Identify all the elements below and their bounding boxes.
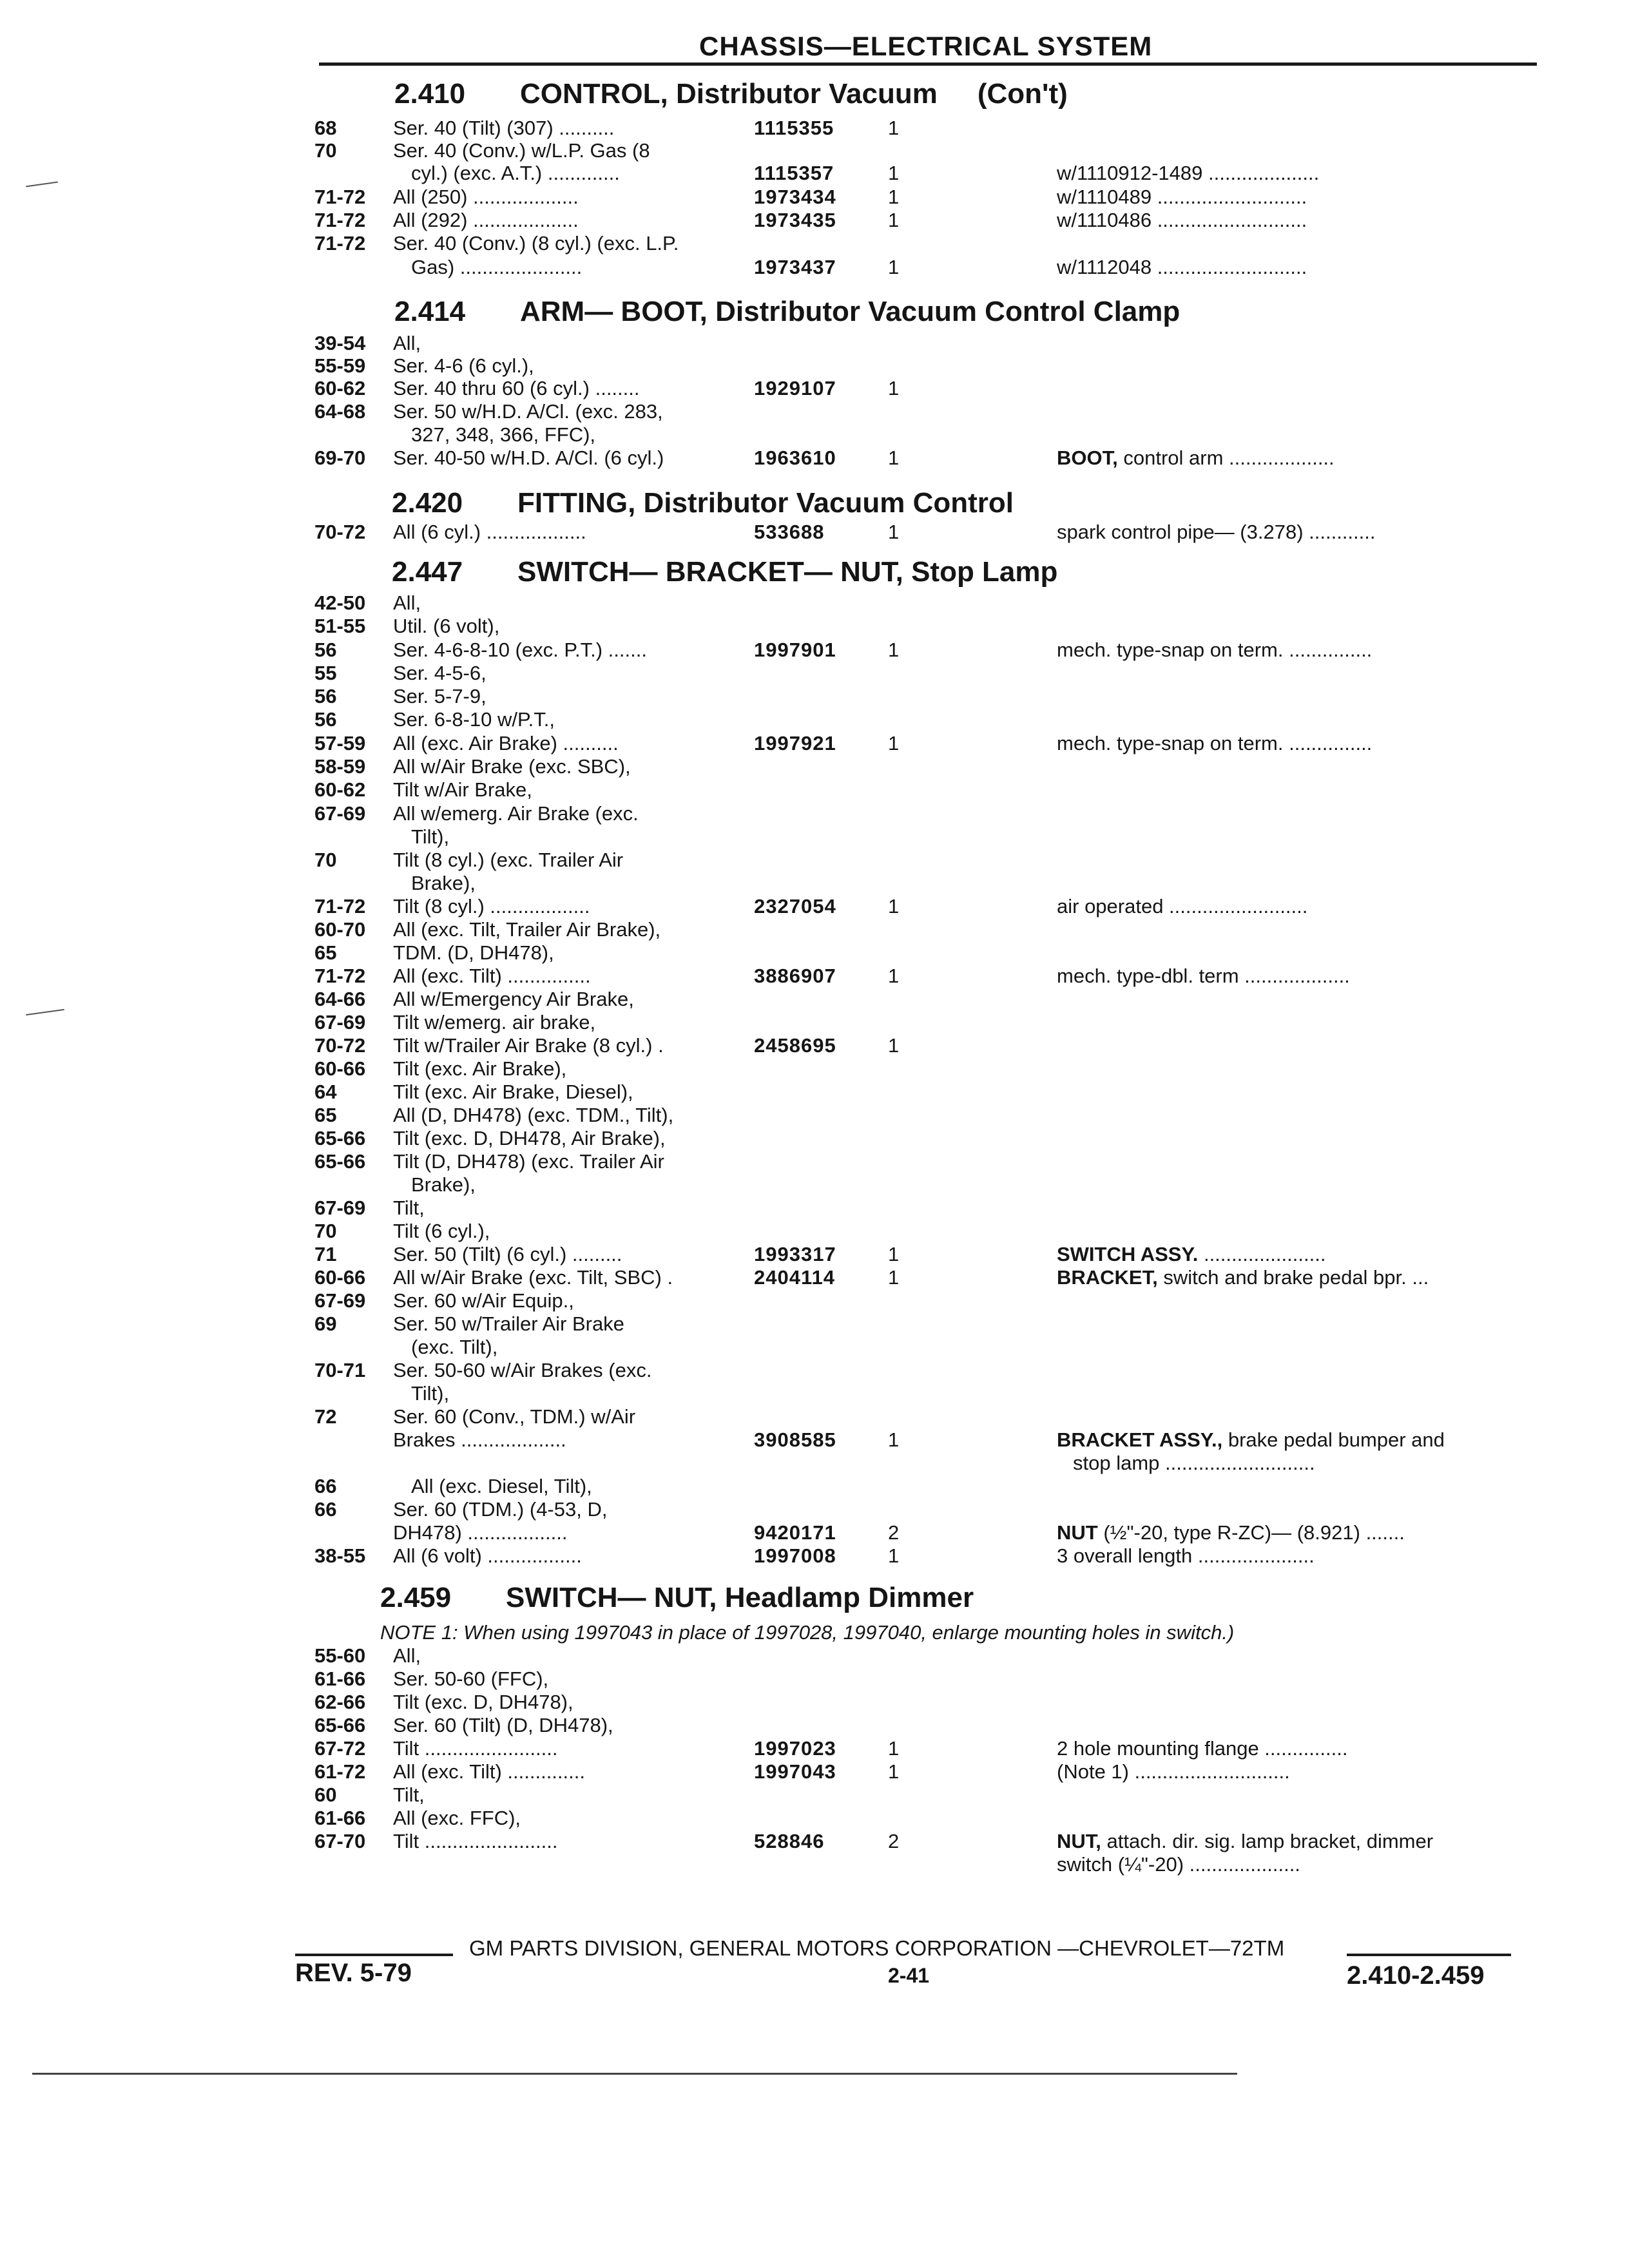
remarks-text: w/1110489 ........................... xyxy=(1057,186,1307,208)
part-number: 2327054 xyxy=(754,895,836,918)
application-description: All w/Air Brake (exc. SBC), xyxy=(393,755,631,778)
application-description: Ser. 50 (Tilt) (6 cyl.) ......... xyxy=(393,1243,622,1265)
table-row xyxy=(0,377,1629,400)
model-years: 71-72 xyxy=(314,965,366,987)
model-years: 39-54 xyxy=(314,332,366,354)
table-row xyxy=(0,918,1629,941)
part-number: 533688 xyxy=(754,521,825,543)
application-description: Brakes ................... xyxy=(393,1428,566,1451)
model-years: 70 xyxy=(314,849,337,871)
model-years: 51-55 xyxy=(314,615,366,637)
application-description: Ser. 40 (Tilt) (307) .......... xyxy=(393,117,615,139)
table-row xyxy=(0,423,1629,447)
application-description: Tilt (6 cyl.), xyxy=(393,1220,490,1242)
application-description: All (exc. Tilt) ............... xyxy=(393,965,591,987)
application-description: Ser. 60 (Conv., TDM.) w/Air xyxy=(393,1405,636,1428)
model-years: 70 xyxy=(314,139,337,162)
table-row xyxy=(0,965,1629,988)
application-description: 327, 348, 366, FFC), xyxy=(411,423,596,446)
application-description: Tilt (8 cyl.) (exc. Trailer Air xyxy=(393,849,624,871)
remarks xyxy=(1057,162,1319,185)
footer-rule-left xyxy=(295,1954,453,1956)
application-description: Ser. 60 (TDM.) (4-53, D, xyxy=(393,1498,608,1521)
application-description: Tilt w/emerg. air brake, xyxy=(393,1011,596,1033)
table-row xyxy=(0,1737,1629,1760)
model-years: 60-70 xyxy=(314,918,366,941)
remarks xyxy=(1057,186,1307,209)
application-description: Ser. 50-60 w/Air Brakes (exc. xyxy=(393,1359,652,1381)
application-description: Tilt (exc. Air Brake, Diesel), xyxy=(393,1081,633,1103)
remarks xyxy=(1057,965,1350,988)
part-number: 3886907 xyxy=(754,965,836,987)
part-number: 1973435 xyxy=(754,209,836,231)
remarks xyxy=(1057,1243,1325,1266)
table-row xyxy=(0,732,1629,755)
application-description: All, xyxy=(393,591,421,614)
model-years: 67-69 xyxy=(314,1289,366,1312)
scan-edge-line xyxy=(32,2073,1237,2075)
remarks-keyword: NUT xyxy=(1057,1521,1098,1544)
table-row xyxy=(0,1475,1629,1498)
table-row xyxy=(0,1853,1629,1876)
remarks-text: control arm ................... xyxy=(1123,447,1335,469)
remarks xyxy=(1057,1266,1429,1289)
remarks-text: w/1110912-1489 .................... xyxy=(1057,162,1320,184)
remarks xyxy=(1057,639,1372,662)
application-description: Util. (6 volt), xyxy=(393,615,500,637)
application-description: Ser. 5-7-9, xyxy=(393,685,487,707)
application-description: All w/Emergency Air Brake, xyxy=(393,988,634,1010)
remarks-keyword: NUT, xyxy=(1057,1830,1101,1852)
model-years: 71-72 xyxy=(314,209,366,231)
model-years: 69-70 xyxy=(314,447,366,469)
remarks xyxy=(1057,521,1376,544)
model-years: 71-72 xyxy=(314,895,366,918)
remarks-text: mech. type-snap on term. ............... xyxy=(1057,732,1373,754)
table-row xyxy=(0,778,1629,802)
page-range: 2.410-2.459 xyxy=(1347,1961,1485,1990)
table-row xyxy=(0,521,1629,544)
section-title: SWITCH— BRACKET— NUT, Stop Lamp xyxy=(517,556,1058,588)
section-continued: (Con't) xyxy=(977,78,1068,110)
table-row xyxy=(0,186,1629,209)
section-2-410 xyxy=(394,78,1068,110)
quantity: 1 xyxy=(888,1544,900,1567)
application-description: All (exc. Air Brake) .......... xyxy=(393,732,619,754)
model-years: 62-66 xyxy=(314,1691,366,1713)
application-description: Ser. 4-6 (6 cyl.), xyxy=(393,354,534,377)
application-description: All, xyxy=(393,1644,421,1667)
quantity: 1 xyxy=(888,1737,900,1760)
table-row xyxy=(0,1336,1629,1359)
remarks xyxy=(1057,732,1372,755)
application-description: Tilt w/Trailer Air Brake (8 cyl.) . xyxy=(393,1034,664,1057)
remarks xyxy=(1057,1830,1433,1853)
application-description: (exc. Tilt), xyxy=(411,1336,498,1358)
table-row xyxy=(0,825,1629,849)
part-number: 1973437 xyxy=(754,256,836,278)
application-description: Gas) ...................... xyxy=(411,256,583,278)
remarks-text: w/1110486 ........................... xyxy=(1057,209,1307,231)
model-years: 69 xyxy=(314,1312,337,1335)
remarks-text: stop lamp ........................... xyxy=(1073,1452,1315,1474)
quantity: 1 xyxy=(888,117,900,139)
table-row xyxy=(0,1428,1629,1452)
application-description: All (D, DH478) (exc. TDM., Tilt), xyxy=(393,1104,674,1126)
remarks-text: w/1112048 ........................... xyxy=(1057,256,1307,278)
table-row xyxy=(0,872,1629,895)
model-years: 38-55 xyxy=(314,1544,366,1567)
table-row xyxy=(0,755,1629,778)
model-years: 55-60 xyxy=(314,1644,366,1667)
model-years: 65 xyxy=(314,941,337,964)
application-description: Tilt (exc. Air Brake), xyxy=(393,1057,567,1080)
application-description: All (292) ................... xyxy=(393,209,579,231)
quantity: 1 xyxy=(888,256,900,278)
table-row xyxy=(0,662,1629,685)
application-description: Ser. 50-60 (FFC), xyxy=(393,1667,549,1690)
header-rule xyxy=(319,62,1537,66)
table-row xyxy=(0,209,1629,232)
application-description: All (6 cyl.) .................. xyxy=(393,521,586,543)
remarks-text: brake pedal bumper and xyxy=(1228,1428,1445,1451)
remarks xyxy=(1057,256,1307,279)
table-row xyxy=(0,117,1629,140)
model-years: 70 xyxy=(314,1220,337,1242)
section-number: 2.459 xyxy=(380,1582,452,1613)
application-description: Tilt (exc. D, DH478, Air Brake), xyxy=(393,1127,666,1149)
quantity: 1 xyxy=(888,965,900,987)
remarks xyxy=(1057,209,1307,232)
table-row xyxy=(0,1243,1629,1266)
table-row xyxy=(0,639,1629,662)
remarks-text: switch and brake pedal bpr. ... xyxy=(1163,1266,1429,1289)
part-number: 1963610 xyxy=(754,447,836,469)
table-row xyxy=(0,685,1629,708)
model-years: 61-66 xyxy=(314,1807,366,1829)
table-row xyxy=(0,849,1629,872)
quantity: 1 xyxy=(888,1243,900,1265)
application-description: All w/emerg. Air Brake (exc. xyxy=(393,802,639,825)
model-years: 61-72 xyxy=(314,1760,366,1783)
quantity: 1 xyxy=(888,1034,900,1057)
remarks-text: mech. type-dbl. term ................... xyxy=(1057,965,1350,987)
part-number: 1115357 xyxy=(754,162,834,184)
part-number: 3908585 xyxy=(754,1428,836,1451)
model-years: 65-66 xyxy=(314,1150,366,1173)
application-description: Tilt (8 cyl.) .................. xyxy=(393,895,590,918)
table-row xyxy=(0,1289,1629,1312)
model-years: 56 xyxy=(314,639,337,661)
table-row xyxy=(0,1150,1629,1173)
table-row xyxy=(0,162,1629,185)
quantity: 1 xyxy=(888,1428,900,1451)
remarks-text: 2 hole mounting flange ............... xyxy=(1057,1737,1348,1760)
quantity: 1 xyxy=(888,377,900,399)
remarks xyxy=(1057,1760,1290,1783)
remarks-text: mech. type-snap on term. ............... xyxy=(1057,639,1373,661)
section-number: 2.447 xyxy=(392,556,463,588)
table-row xyxy=(0,1544,1629,1568)
application-description: Tilt (D, DH478) (exc. Trailer Air xyxy=(393,1150,664,1173)
remarks-text: (Note 1) ............................ xyxy=(1057,1760,1290,1783)
page-header: CHASSIS—ELECTRICAL SYSTEM xyxy=(699,31,1153,61)
part-number: 2458695 xyxy=(754,1034,836,1057)
table-row xyxy=(0,591,1629,615)
application-description: Tilt), xyxy=(411,825,450,848)
table-row xyxy=(0,1382,1629,1405)
application-description: Ser. 40 (Conv.) (8 cyl.) (exc. L.P. xyxy=(393,232,679,255)
table-row xyxy=(0,1667,1629,1691)
part-number: 1997921 xyxy=(754,732,836,754)
table-row xyxy=(0,1034,1629,1057)
table-row xyxy=(0,1405,1629,1428)
application-description: Tilt ........................ xyxy=(393,1737,558,1760)
model-years: 55-59 xyxy=(314,354,366,377)
model-years: 66 xyxy=(314,1498,337,1521)
remarks-text: spark control pipe— (3.278) ............ xyxy=(1057,521,1376,543)
model-years: 64 xyxy=(314,1081,337,1103)
table-row xyxy=(0,1452,1629,1475)
quantity: 1 xyxy=(888,186,900,208)
model-years: 67-69 xyxy=(314,1196,366,1219)
table-row xyxy=(0,1081,1629,1104)
remarks-text: ...................... xyxy=(1203,1243,1326,1265)
table-row xyxy=(0,895,1629,918)
table-row xyxy=(0,708,1629,731)
application-description: Ser. 40-50 w/H.D. A/Cl. (6 cyl.) xyxy=(393,447,664,469)
remarks-keyword: SWITCH ASSY. xyxy=(1057,1243,1199,1265)
remarks-text: attach. dir. sig. lamp bracket, dimmer xyxy=(1106,1830,1434,1852)
quantity: 1 xyxy=(888,1760,900,1783)
note-1: NOTE 1: When using 1997043 in place of 1997028, 1997040, enlarge mounting holes in switch.) xyxy=(380,1621,1235,1644)
table-row xyxy=(0,332,1629,355)
remarks-text: switch (¼"-20) .................... xyxy=(1057,1853,1300,1876)
quantity: 1 xyxy=(888,1266,900,1289)
table-row xyxy=(0,1807,1629,1830)
model-years: 67-70 xyxy=(314,1830,366,1852)
model-years: 60 xyxy=(314,1783,337,1806)
table-row xyxy=(0,1173,1629,1196)
table-row xyxy=(0,1196,1629,1220)
model-years: 56 xyxy=(314,685,337,707)
table-row xyxy=(0,941,1629,965)
quantity: 2 xyxy=(888,1830,900,1852)
remarks xyxy=(1057,895,1307,918)
application-description: Ser. 60 (Tilt) (D, DH478), xyxy=(393,1714,613,1736)
application-description: All (exc. Diesel, Tilt), xyxy=(411,1475,592,1497)
table-row xyxy=(0,1783,1629,1807)
application-description: Brake), xyxy=(411,1173,476,1196)
table-row xyxy=(0,1220,1629,1243)
remarks-keyword: BOOT, xyxy=(1057,447,1118,469)
table-row xyxy=(0,256,1629,279)
part-number: 1997008 xyxy=(754,1544,836,1567)
remarks xyxy=(1057,1521,1405,1544)
application-description: Tilt (exc. D, DH478), xyxy=(393,1691,574,1713)
table-row xyxy=(0,1691,1629,1714)
model-years: 70-72 xyxy=(314,1034,366,1057)
quantity: 1 xyxy=(888,895,900,918)
section-title: CONTROL, Distributor Vacuum xyxy=(520,78,938,110)
table-row xyxy=(0,1714,1629,1737)
remarks-text: air operated ......................... xyxy=(1057,895,1308,918)
table-row xyxy=(0,1760,1629,1783)
part-number: 1997901 xyxy=(754,639,836,661)
application-description: All w/Air Brake (exc. Tilt, SBC) . xyxy=(393,1266,673,1289)
application-description: All (exc. FFC), xyxy=(393,1807,521,1829)
part-number: 1997043 xyxy=(754,1760,836,1783)
model-years: 68 xyxy=(314,117,337,139)
application-description: All (6 volt) ................. xyxy=(393,1544,582,1567)
model-years: 71 xyxy=(314,1243,337,1265)
model-years: 57-59 xyxy=(314,732,366,754)
model-years: 60-62 xyxy=(314,778,366,801)
application-description: All (250) ................... xyxy=(393,186,579,208)
remarks xyxy=(1057,1544,1315,1568)
model-years: 60-62 xyxy=(314,377,366,399)
application-description: Ser. 4-5-6, xyxy=(393,662,487,684)
section-title: ARM— BOOT, Distributor Vacuum Control Clamp xyxy=(520,296,1181,327)
application-description: All, xyxy=(393,332,421,354)
model-years: 42-50 xyxy=(314,591,366,614)
quantity: 1 xyxy=(888,209,900,231)
table-row xyxy=(0,1266,1629,1289)
application-description: TDM. (D, DH478), xyxy=(393,941,554,964)
section-2-414 xyxy=(394,296,1180,328)
model-years: 72 xyxy=(314,1405,337,1428)
application-description: All (exc. Tilt, Trailer Air Brake), xyxy=(393,918,661,941)
model-years: 65-66 xyxy=(314,1127,366,1149)
application-description: Ser. 60 w/Air Equip., xyxy=(393,1289,574,1312)
table-row xyxy=(0,1521,1629,1544)
model-years: 56 xyxy=(314,708,337,731)
table-row xyxy=(0,1359,1629,1382)
model-years: 71-72 xyxy=(314,232,366,255)
footer-rule-right xyxy=(1347,1954,1511,1956)
application-description: Ser. 40 thru 60 (6 cyl.) ........ xyxy=(393,377,640,399)
table-row xyxy=(0,1830,1629,1853)
model-years: 70-71 xyxy=(314,1359,366,1381)
table-row xyxy=(0,1498,1629,1521)
table-row xyxy=(0,1127,1629,1150)
model-years: 65 xyxy=(314,1104,337,1126)
table-row xyxy=(0,232,1629,255)
footer-corporation: GM PARTS DIVISION, GENERAL MOTORS CORPORATION —CHEVROLET—72TM xyxy=(469,1936,1285,1960)
part-number: 1973434 xyxy=(754,186,836,208)
quantity: 1 xyxy=(888,639,900,661)
model-years: 71-72 xyxy=(314,186,366,208)
application-description: Ser. 50 w/H.D. A/Cl. (exc. 283, xyxy=(393,400,663,423)
model-years: 67-72 xyxy=(314,1737,366,1760)
application-description: Ser. 40 (Conv.) w/L.P. Gas (8 xyxy=(393,139,650,162)
section-2-459 xyxy=(380,1582,974,1614)
table-row xyxy=(0,400,1629,423)
remarks xyxy=(1057,1428,1445,1452)
quantity: 1 xyxy=(888,521,900,543)
part-number: 1929107 xyxy=(754,377,836,399)
application-description: Tilt ........................ xyxy=(393,1830,558,1852)
model-years: 60-66 xyxy=(314,1057,366,1080)
remarks xyxy=(1057,1737,1347,1760)
application-description: Tilt, xyxy=(393,1783,425,1806)
application-description: Tilt, xyxy=(393,1196,425,1219)
section-2-420 xyxy=(392,487,1014,519)
quantity: 1 xyxy=(888,732,900,754)
section-number: 2.414 xyxy=(394,296,466,327)
remarks xyxy=(1073,1452,1315,1475)
section-title: FITTING, Distributor Vacuum Control xyxy=(517,487,1014,519)
model-years: 65-66 xyxy=(314,1714,366,1736)
model-years: 64-66 xyxy=(314,988,366,1010)
model-years: 66 xyxy=(314,1475,337,1497)
model-years: 67-69 xyxy=(314,802,366,825)
application-description: Tilt), xyxy=(411,1382,450,1405)
table-row xyxy=(0,1644,1629,1667)
part-number: 528846 xyxy=(754,1830,825,1852)
part-number: 1997023 xyxy=(754,1737,836,1760)
remarks-text: (½"-20, type R-ZC)— (8.921) ....... xyxy=(1103,1521,1405,1544)
remarks-keyword: BRACKET ASSY., xyxy=(1057,1428,1223,1451)
application-description: Ser. 6-8-10 w/P.T., xyxy=(393,708,555,731)
part-number: 2404114 xyxy=(754,1266,835,1289)
table-row xyxy=(0,1104,1629,1127)
section-title: SWITCH— NUT, Headlamp Dimmer xyxy=(506,1582,974,1613)
section-2-447 xyxy=(392,556,1057,588)
part-number: 1993317 xyxy=(754,1243,836,1265)
quantity: 1 xyxy=(888,162,900,184)
application-description: All (exc. Tilt) .............. xyxy=(393,1760,585,1783)
table-row xyxy=(0,1312,1629,1336)
revision-date: REV. 5-79 xyxy=(295,1959,412,1987)
table-row xyxy=(0,988,1629,1011)
section-number: 2.410 xyxy=(394,78,466,110)
model-years: 58-59 xyxy=(314,755,366,778)
remarks xyxy=(1057,447,1335,470)
table-row xyxy=(0,139,1629,162)
section-number: 2.420 xyxy=(392,487,463,519)
application-description: Ser. 50 w/Trailer Air Brake xyxy=(393,1312,624,1335)
model-years: 67-69 xyxy=(314,1011,366,1033)
application-description: Brake), xyxy=(411,872,476,894)
application-description: Tilt w/Air Brake, xyxy=(393,778,532,801)
table-row xyxy=(0,354,1629,378)
model-years: 61-66 xyxy=(314,1667,366,1690)
table-row xyxy=(0,1011,1629,1034)
application-description: DH478) .................. xyxy=(393,1521,568,1544)
remarks-text: 3 overall length ..................... xyxy=(1057,1544,1315,1567)
table-row xyxy=(0,447,1629,470)
part-number: 1115355 xyxy=(754,117,834,139)
model-years: 64-68 xyxy=(314,400,366,423)
part-number: 9420171 xyxy=(754,1521,836,1544)
page-number: 2-41 xyxy=(888,1964,930,1987)
table-row xyxy=(0,1057,1629,1081)
model-years: 70-72 xyxy=(314,521,366,543)
application-description: Ser. 4-6-8-10 (exc. P.T.) ....... xyxy=(393,639,647,661)
model-years: 60-66 xyxy=(314,1266,366,1289)
application-description: cyl.) (exc. A.T.) ............. xyxy=(411,162,620,184)
quantity: 1 xyxy=(888,447,900,469)
table-row xyxy=(0,802,1629,825)
remarks xyxy=(1057,1853,1300,1876)
remarks-keyword: BRACKET, xyxy=(1057,1266,1158,1289)
quantity: 2 xyxy=(888,1521,900,1544)
table-row xyxy=(0,615,1629,638)
model-years: 55 xyxy=(314,662,337,684)
